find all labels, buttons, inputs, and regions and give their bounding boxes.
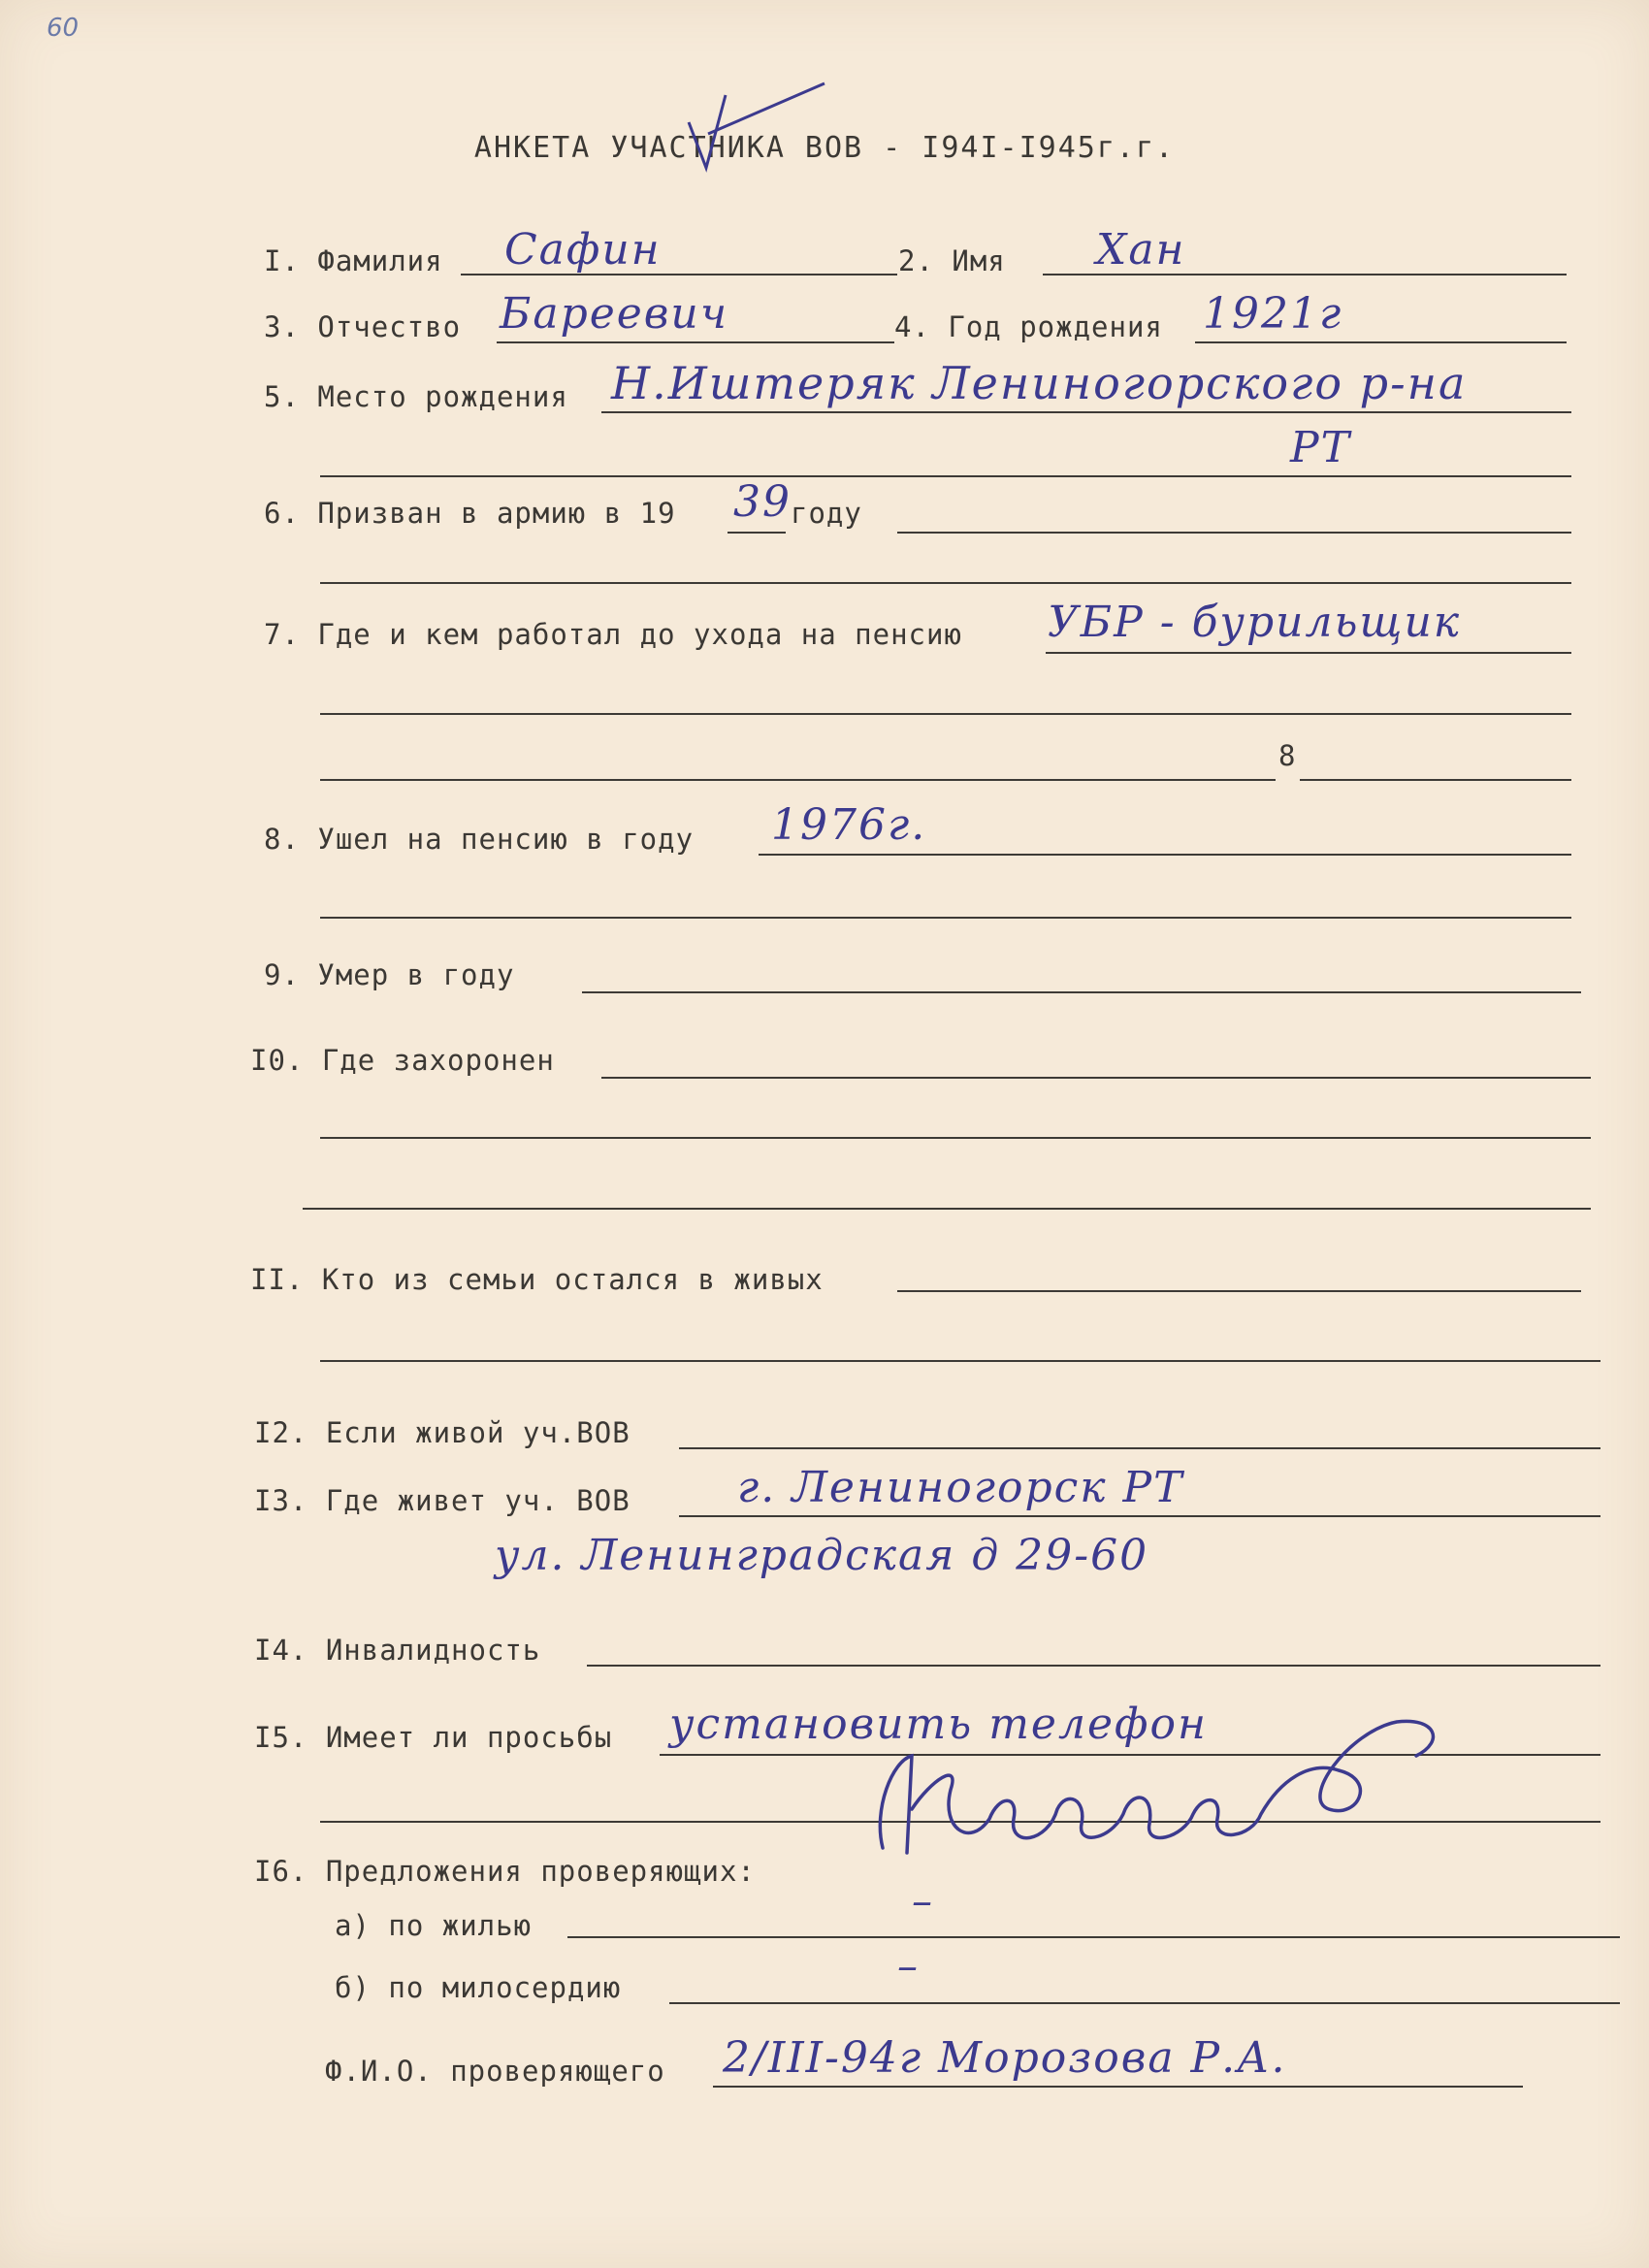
- work-line-3b: [1300, 779, 1571, 781]
- disability-line: [587, 1665, 1600, 1667]
- conscripted-line: [897, 532, 1571, 534]
- disability-label: I4. Инвалидность: [254, 1634, 541, 1667]
- housing-value: –: [912, 1877, 934, 1925]
- retired-line: [759, 854, 1571, 856]
- name-value: Хан: [1096, 225, 1186, 275]
- requests-value: установить телефон: [669, 1700, 1208, 1749]
- buried-label: I0. Где захоронен: [250, 1044, 555, 1077]
- family-line-2: [320, 1360, 1600, 1362]
- form-title: АНКЕТА УЧАСТНИКА ВОВ - I94I-I945г.г.: [473, 131, 1176, 165]
- work-note: 8: [1278, 739, 1297, 772]
- birth-year-value: 1921г: [1203, 289, 1343, 339]
- patronymic-line: [497, 341, 894, 343]
- corner-page-number: 60: [47, 14, 80, 43]
- alive-line: [679, 1447, 1600, 1449]
- family-label: II. Кто из семьи остался в живых: [250, 1263, 824, 1296]
- work-line: [1046, 652, 1571, 654]
- patronymic-label: 3. Отчество: [264, 310, 462, 343]
- retired-line-2: [320, 917, 1571, 919]
- surname-label: I. Фамилия: [264, 244, 443, 277]
- inspector-value: 2/III-94г Морозова Р.А.: [723, 2033, 1287, 2083]
- charity-value: –: [897, 1942, 920, 1990]
- surname-value: Сафин: [504, 225, 662, 275]
- conscripted-line-2: [320, 582, 1571, 584]
- birthplace-label: 5. Место рождения: [264, 380, 568, 413]
- check-mark: [679, 76, 834, 182]
- birthplace-value: Н.Иштеряк Лениногорского р-на: [611, 357, 1468, 409]
- buried-line-2: [320, 1137, 1591, 1139]
- residence-label: I3. Где живет уч. ВОВ: [254, 1484, 630, 1517]
- retired-value: 1976г.: [771, 800, 927, 850]
- died-label: 9. Умер в году: [264, 958, 515, 991]
- charity-line: [669, 2002, 1620, 2004]
- conscripted-label: 6. Призван в армию в 19: [264, 497, 676, 530]
- surname-line: [461, 274, 897, 275]
- birthplace-line: [601, 411, 1571, 413]
- conscripted-suffix: году: [791, 497, 862, 530]
- inspector-label: Ф.И.О. проверяющего: [325, 2055, 665, 2088]
- charity-label: б) по милосердию: [335, 1971, 622, 2004]
- family-line: [897, 1290, 1581, 1292]
- signature: [854, 1702, 1474, 1877]
- conscripted-year-line: [728, 532, 786, 534]
- birth-year-label: 4. Год рождения: [894, 310, 1163, 343]
- housing-label: а) по жилью: [335, 1909, 533, 1942]
- conscripted-value: 39: [733, 477, 792, 527]
- work-value: УБР - бурильщик: [1048, 598, 1462, 647]
- birthplace-line-2: [320, 475, 1571, 477]
- name-label: 2. Имя: [898, 244, 1006, 277]
- patronymic-value: Бареевич: [500, 289, 729, 339]
- work-line-3a: [320, 779, 1276, 781]
- housing-line: [567, 1936, 1620, 1938]
- proposals-label: I6. Предложения проверяющих:: [254, 1855, 756, 1888]
- work-label: 7. Где и кем работал до ухода на пенсию: [264, 618, 962, 651]
- alive-label: I2. Если живой уч.ВОВ: [254, 1416, 630, 1449]
- residence-value-2: ул. Ленинградская д 29-60: [495, 1531, 1149, 1580]
- name-line: [1043, 274, 1567, 275]
- birthplace-value-2: РТ: [1290, 423, 1351, 472]
- work-line-2: [320, 713, 1571, 715]
- retired-label: 8. Ушел на пенсию в году: [264, 823, 695, 856]
- buried-line-3: [303, 1208, 1591, 1210]
- residence-line: [679, 1515, 1600, 1517]
- inspector-line: [713, 2086, 1523, 2088]
- buried-line: [601, 1077, 1591, 1079]
- residence-value: г. Лениногорск РТ: [737, 1463, 1184, 1512]
- requests-label: I5. Имеет ли просьбы: [254, 1721, 613, 1754]
- died-line: [582, 991, 1581, 993]
- birth-year-line: [1195, 341, 1567, 343]
